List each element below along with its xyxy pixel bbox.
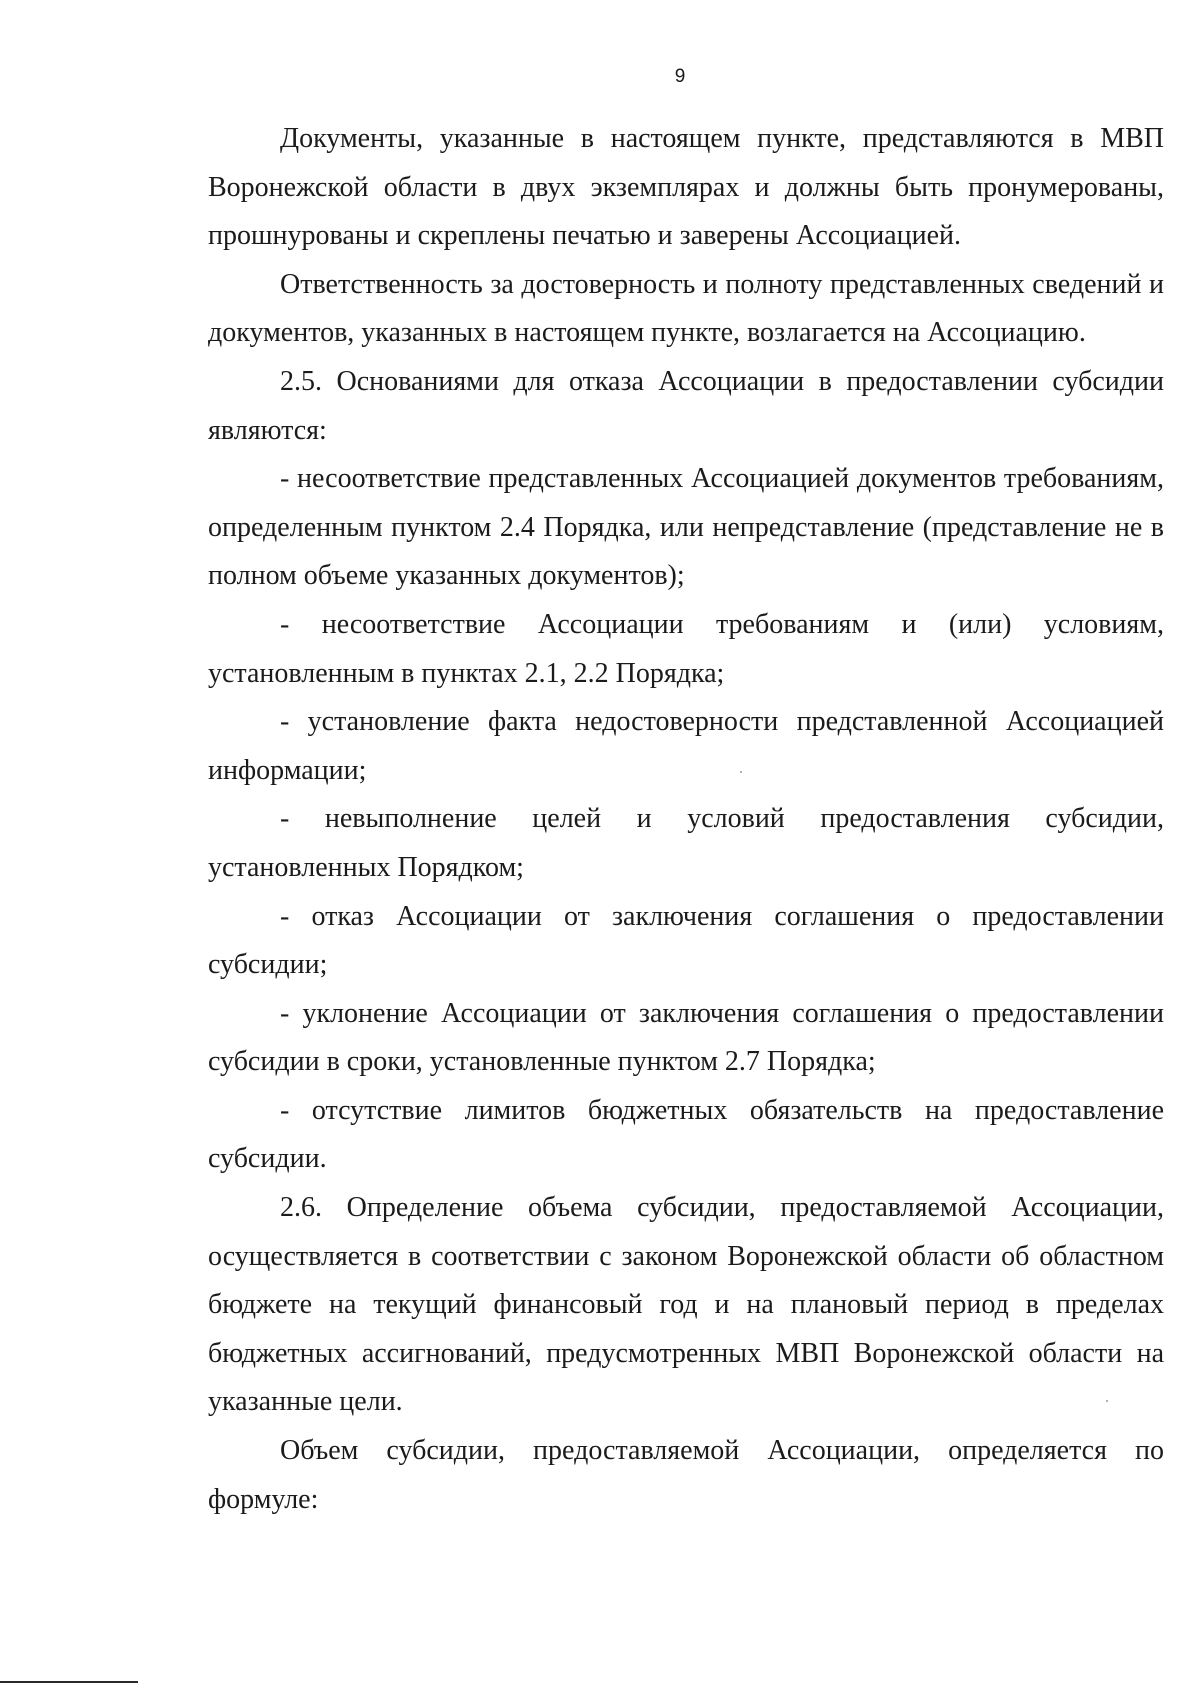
list-item-non-compliance-association: - несоответствие Ассоциации требованиям и (или) условиям, установленным в пунктах 2.1, 2.2 Порядка; bbox=[208, 608, 1164, 689]
document-body bbox=[208, 115, 1164, 1524]
paragraph-responsibility: Ответственность за достоверность и полноту представленных сведений и документов, указанных в настоящем пункте, возлагается на Ассоциацию. bbox=[208, 268, 1164, 349]
list-item-agreement-evasion: - уклонение Ассоциации от заключения соглашения о предоставлении субсидии в сроки, установленные пунктом 2.7 Порядка; bbox=[208, 997, 1164, 1078]
footer-rule bbox=[0, 1681, 138, 1683]
paragraph-section-2-5: 2.5. Основаниями для отказа Ассоциации в предоставлении субсидии являются: bbox=[208, 365, 1164, 446]
paragraph-documents-submission: Документы, указанные в настоящем пункте, представляются в МВП Воронежской области в двух экземплярах и должны быть пронумерованы, прошнурованы и скреплены печатью и заверены Ассоциацией. bbox=[208, 123, 1164, 252]
list-item-agreement-refusal: - отказ Ассоциации от заключения соглашения о предоставлении субсидии; bbox=[208, 900, 1164, 981]
list-item-non-compliance-documents: - несоответствие представленных Ассоциацией документов требованиям, определенным пунктом 2.4 Порядка, или непредставление (представление не в полном объеме указанных документов); bbox=[208, 463, 1164, 592]
scan-speck bbox=[740, 771, 742, 773]
list-item-no-budget-limits: - отсутствие лимитов бюджетных обязательств на предоставление субсидии. bbox=[208, 1094, 1164, 1175]
list-item-goals-not-met: - невыполнение целей и условий предоставления субсидии, установленных Порядком; bbox=[208, 803, 1164, 883]
paragraph-formula-intro: Объем субсидии, предоставляемой Ассоциации, определяется по формуле: bbox=[208, 1435, 1164, 1515]
list-item-false-information: - установление факта недостоверности представленной Ассоциацией информации; bbox=[208, 706, 1164, 786]
paragraph-section-2-6: 2.6. Определение объема субсидии, предоставляемой Ассоциации, осуществляется в соответствии с законом Воронежской области об областном бюджете на текущий финансовый год и на плановый период в пределах бюджетных ассигнований, предусмотренных МВП Воронежской области на указанные цели. bbox=[208, 1192, 1164, 1418]
page-number: 9 bbox=[674, 66, 686, 87]
scan-speck bbox=[1106, 1400, 1108, 1402]
